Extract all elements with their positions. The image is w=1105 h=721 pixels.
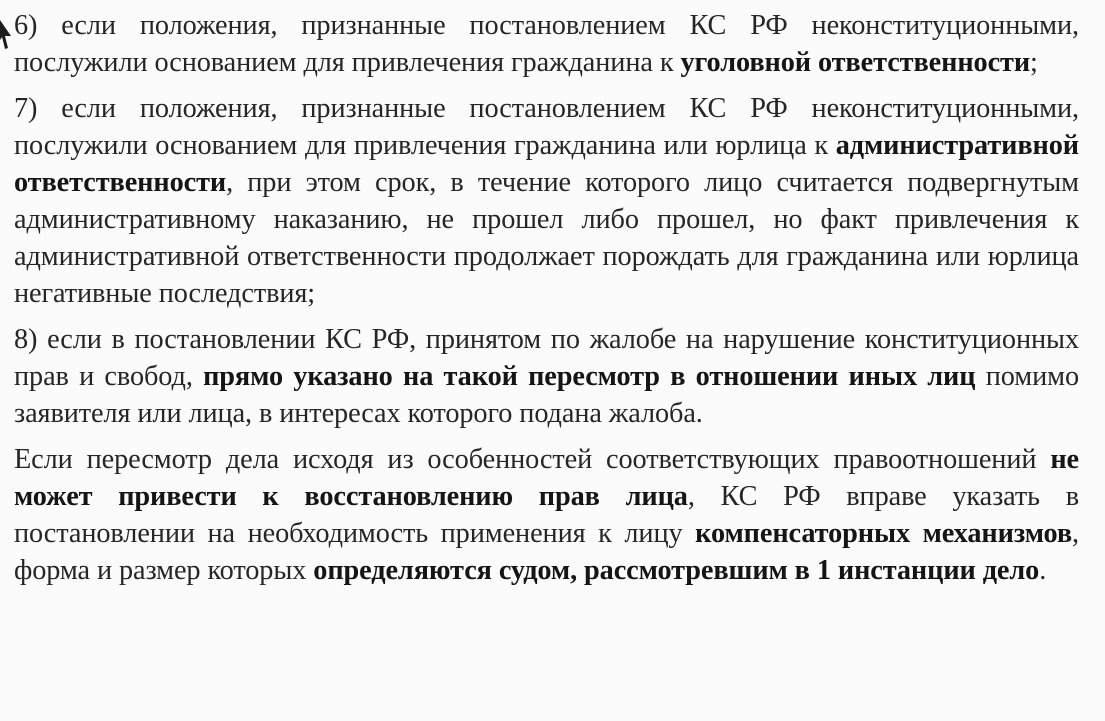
text-run: 7) если положения, признанные постановлением КС РФ неконституционными, послужили основанием для привлечения гражданина или юрлица к — [14, 93, 1079, 161]
paragraph-item-6 — [14, 7, 1079, 81]
text-run: 6) если положения, признанные постановлением КС РФ неконституционными, послужили основанием для привлечения гражданина к — [14, 10, 1079, 78]
text-run: помимо заявителя или лица, в интересах которого подана жалоба. — [14, 361, 1080, 429]
paragraph-compensation — [14, 441, 1079, 589]
text-run: , при этом срок, в течение которого лицо считается подвергнутым административному наказанию, не прошел либо прошел, но факт привлечения к административной ответственности продолжает порождать для гражданина или юрлица негативные последствия; — [14, 167, 1079, 309]
emphasized-text: прямо указано на такой пересмотр в отношении иных лиц — [203, 361, 976, 392]
text-run: , форма и размер которых — [14, 518, 1079, 586]
text-run: , КС РФ вправе указать в постановлении на необходимость применения к лицу — [14, 481, 1079, 549]
document-page — [14, 7, 1079, 598]
mouse-pointer-icon — [0, 18, 13, 66]
text-run: Если пересмотр дела исходя из особенностей соответствующих правоотношений — [14, 444, 1051, 475]
emphasized-text: компенсаторных механизмов — [695, 518, 1073, 549]
text-run: . — [1039, 555, 1047, 586]
emphasized-text: уголовной ответственности — [680, 47, 1031, 78]
emphasized-text: не может привести к восстановлению прав лица — [14, 444, 1079, 512]
emphasized-text: определяются судом, рассмотревшим в 1 инстанции дело — [313, 555, 1040, 586]
paragraph-item-8 — [14, 321, 1079, 432]
text-run: ; — [1030, 47, 1038, 78]
emphasized-text: административной ответственности — [14, 130, 1079, 198]
paragraph-item-7 — [14, 90, 1079, 312]
text-run: 8) если в постановлении КС РФ, принятом по жалобе на нарушение конституционных прав и свобод, — [14, 324, 1079, 392]
